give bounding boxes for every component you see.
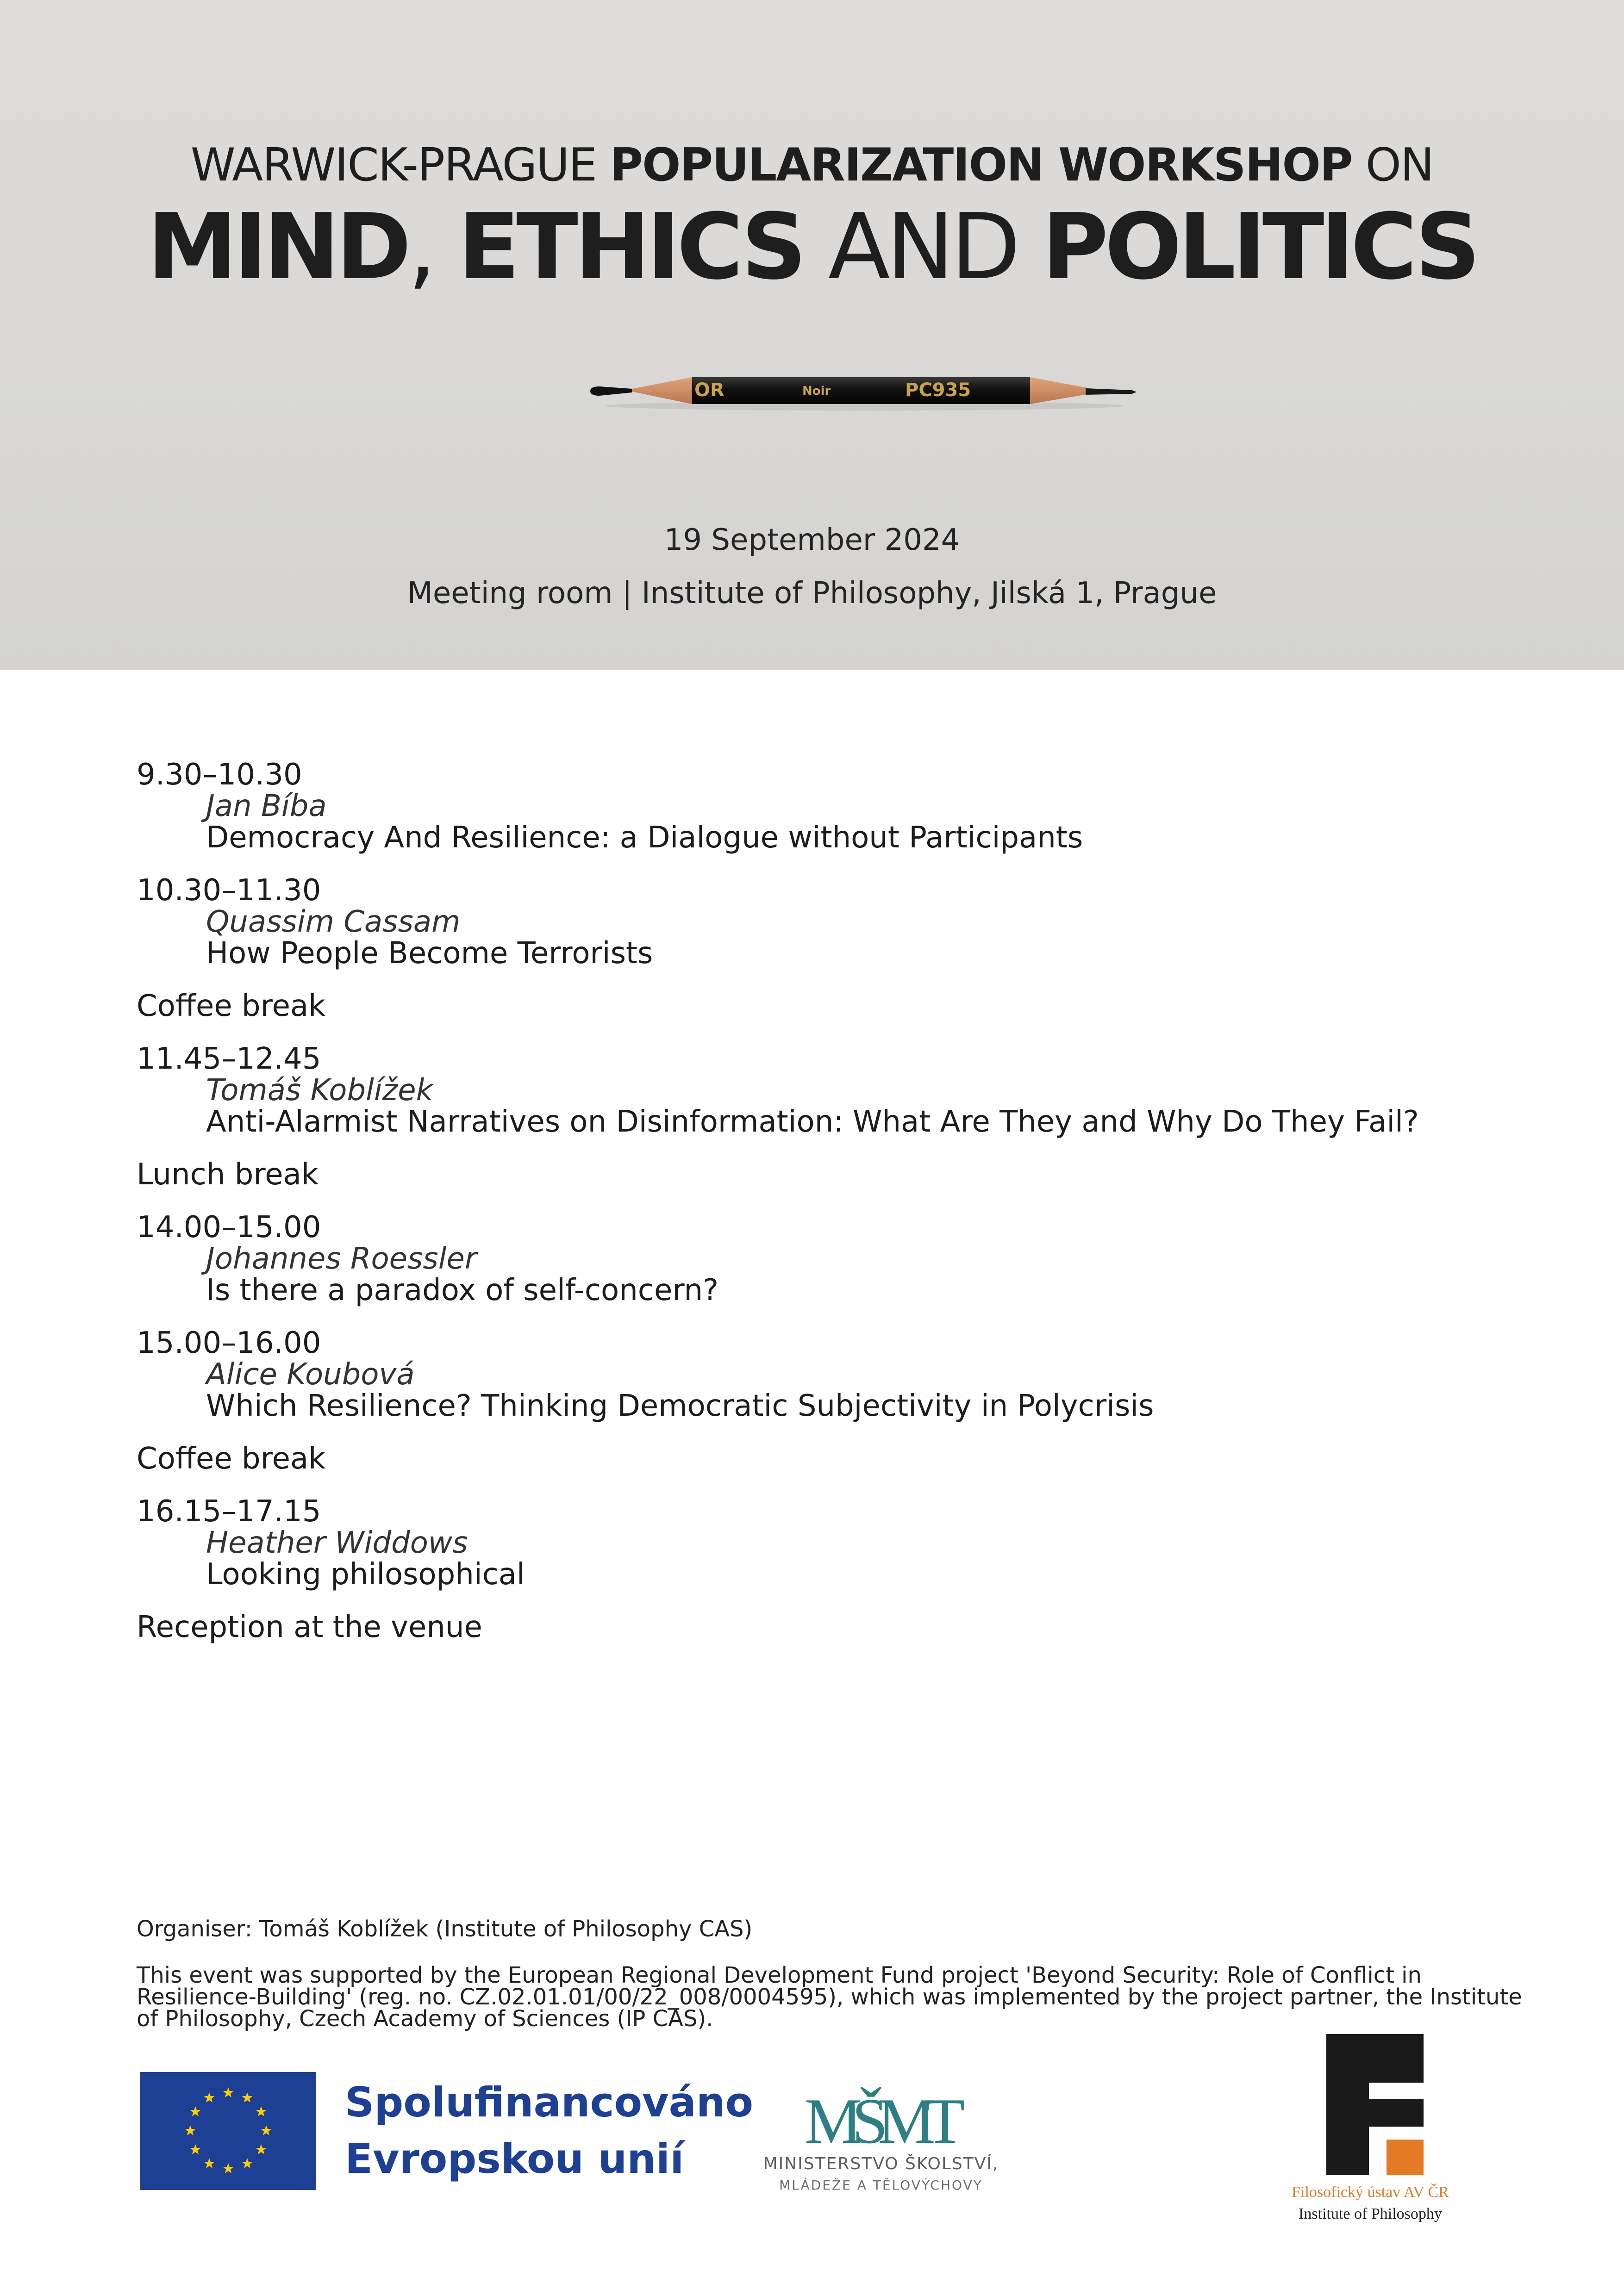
slot-talk-title: Looking philosophical (206, 1557, 525, 1592)
break-item: Coffee break (137, 989, 326, 1023)
flu-caption-line-1: Filosofický ústav AV ČR (1292, 2184, 1449, 2201)
flu-logo (1326, 2034, 1424, 2175)
pencil-label-1: OR (694, 380, 725, 401)
title-comma: , (407, 194, 458, 300)
closing-item: Reception at the venue (137, 1610, 482, 1644)
slot-time: 16.15–17.15 (137, 1494, 321, 1529)
slot-time: 10.30–11.30 (137, 873, 321, 908)
slot-speaker: Jan Bíba (206, 789, 327, 823)
programme-slot (137, 1327, 1525, 1422)
pencil-image (581, 368, 1148, 414)
title-prefix: WARWICK-PRAGUE (190, 139, 610, 192)
slot-speaker: Tomáš Koblížek (206, 1073, 433, 1108)
flu-logo-top-bar (1326, 2034, 1424, 2083)
title-line-1 (0, 139, 1624, 192)
support-statement (137, 1962, 1522, 2032)
msmt-caption-line-1: MINISTERSTVO ŠKOLSTVÍ, (763, 2154, 999, 2173)
pencil-left-lead (590, 386, 632, 396)
programme (137, 759, 1525, 1664)
slot-talk-title: How People Become Terrorists (206, 936, 653, 971)
slot-speaker: Quassim Cassam (206, 905, 461, 939)
slot-time: 9.30–10.30 (137, 758, 302, 792)
event-date: 19 September 2024 (664, 523, 960, 557)
pencil-body (692, 377, 1030, 404)
slot-talk-title: Democracy And Resilience: a Dialogue without Participants (206, 821, 1083, 855)
support-line: This event was supported by the European Regional Development Fund project 'Beyond Security: Role of Conflict in (137, 1962, 1422, 1988)
title-line-2 (0, 194, 1624, 300)
slot-speaker: Johannes Roessler (206, 1242, 477, 1276)
eu-text-line-1: Spolufinancováno (345, 2078, 754, 2126)
slot-time: 15.00–16.00 (137, 1326, 321, 1360)
support-line: Resilience-Building' (reg. no. CZ.02.01.01/00/22_008/0004595), which was implemented by the project partner, the Institute (137, 1984, 1522, 2010)
pencil-left-wood (625, 377, 692, 404)
pencil-label-2: Noir (802, 384, 831, 398)
programme-slot (137, 1212, 1525, 1306)
eu-flag-logo (140, 2072, 316, 2190)
slot-time: 14.00–15.00 (137, 1210, 321, 1244)
slot-speaker: Alice Koubová (206, 1357, 415, 1392)
pencil-right-lead (1086, 388, 1137, 395)
eu-cofinanced-text (345, 2074, 753, 2187)
programme-slot (137, 875, 1525, 969)
title-and: AND (803, 194, 1042, 300)
msmt-caption-line-2: MLÁDEŽE A TĚLOVÝCHOVY (779, 2178, 983, 2193)
flu-caption-line-2: Institute of Philosophy (1299, 2205, 1442, 2222)
title-ethics: ETHICS (458, 194, 803, 300)
flu-logo-mid-bar (1326, 2099, 1424, 2127)
title-mind: MIND (147, 194, 408, 300)
programme-slot (137, 759, 1525, 853)
eu-text-line-2: Evropskou unií (345, 2135, 684, 2183)
pencil-label-3: PC935 (905, 380, 971, 401)
title-workshop: POPULARIZATION WORKSHOP (610, 139, 1352, 192)
slot-speaker: Heather Widdows (206, 1526, 468, 1560)
title-politics: POLITICS (1042, 194, 1477, 300)
slot-talk-title: Is there a paradox of self-concern? (206, 1273, 719, 1307)
organiser-line: Organiser: Tomáš Koblížek (Institute of Philosophy CAS) (137, 1916, 753, 1942)
slot-time: 11.45–12.45 (137, 1042, 321, 1076)
support-line: of Philosophy, Czech Academy of Sciences (IP CAS). (137, 2006, 713, 2032)
programme-slot (137, 1496, 1525, 1590)
pencil-right-wood (1030, 377, 1095, 404)
msmt-mark: MŠMT (804, 2085, 955, 2157)
slot-talk-title: Which Resilience? Thinking Democratic Subjectivity in Polycrisis (206, 1389, 1154, 1423)
flu-logo-orange-square (1387, 2140, 1424, 2175)
event-venue: Meeting room | Institute of Philosophy, Jilská 1, Prague (407, 576, 1217, 610)
slot-talk-title: Anti-Alarmist Narratives on Disinformation: What Are They and Why Do They Fail? (206, 1105, 1419, 1139)
title-suffix: ON (1352, 139, 1434, 192)
break-item: Lunch break (137, 1157, 319, 1192)
break-item: Coffee break (137, 1442, 326, 1476)
programme-slot (137, 1043, 1525, 1138)
header-banner (0, 0, 1624, 670)
